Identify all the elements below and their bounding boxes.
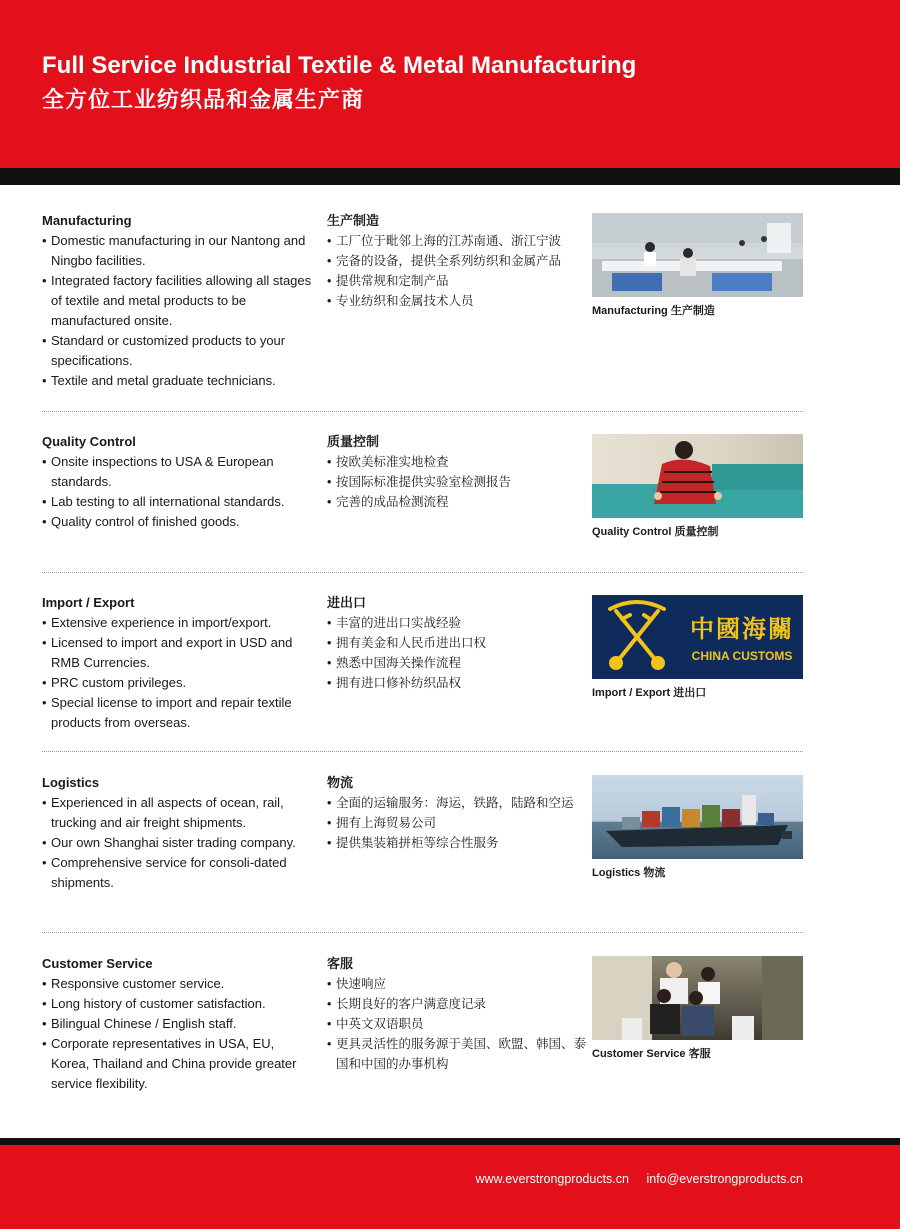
section-cn-column xyxy=(327,773,589,853)
bullet-list-cn xyxy=(327,793,589,853)
list-item: • 长期良好的客户满意度记录 xyxy=(327,994,589,1014)
list-item: • PRC custom privileges. xyxy=(42,673,312,693)
list-item: • Corporate representatives in USA, EU, Korea, Thailand and China provide greater service flexibility. xyxy=(42,1034,312,1094)
section-en-column xyxy=(42,954,312,1094)
section-divider xyxy=(42,411,803,412)
section-title-cn: 进出口 xyxy=(327,595,367,610)
bullet-list-cn xyxy=(327,974,589,1074)
list-item: • 全面的运输服务：海运，铁路，陆路和空运 xyxy=(327,793,589,813)
section-en-column xyxy=(42,211,312,391)
section-divider xyxy=(42,572,803,573)
list-item: • Our own Shanghai sister trading company. xyxy=(42,833,312,853)
list-item: • Comprehensive service for consoli-dated shipments. xyxy=(42,853,312,893)
image-caption: Customer Service 客服 xyxy=(592,1048,711,1060)
list-item: • 提供常规和定制产品 xyxy=(327,271,589,291)
section-title-en: Logistics xyxy=(42,775,100,790)
section-title-en: Manufacturing xyxy=(42,213,132,228)
section-en-column xyxy=(42,773,312,893)
list-item: • 拥有进口修补纺织品权 xyxy=(327,673,589,693)
list-item: • 拥有上海贸易公司 xyxy=(327,813,589,833)
header-black-band xyxy=(0,168,900,185)
factory-photo xyxy=(592,213,803,297)
bullet-list-en xyxy=(42,613,312,733)
section-en-column xyxy=(42,593,312,733)
section-image-column xyxy=(592,956,803,1061)
section-cn-column xyxy=(327,593,589,693)
list-item: • Textile and metal graduate technicians. xyxy=(42,371,312,391)
customs-logo-cn: 中國海關 xyxy=(690,614,794,643)
bullet-list-en xyxy=(42,793,312,893)
page-title-en: Full Service Industrial Textile & Metal Manufacturing xyxy=(42,52,637,79)
bullet-list-cn xyxy=(327,613,589,693)
section-divider xyxy=(42,751,803,752)
list-item: • 快速响应 xyxy=(327,974,589,994)
footer-black-band xyxy=(0,1138,900,1145)
list-item: • 提供集装箱拼柜等综合性服务 xyxy=(327,833,589,853)
bullet-list-cn xyxy=(327,452,589,512)
list-item: • 专业纺织和金属技术人员 xyxy=(327,291,589,311)
list-item: • 拥有美金和人民币进出口权 xyxy=(327,633,589,653)
section-title-en: Import / Export xyxy=(42,595,135,610)
china-customs-logo xyxy=(592,595,803,679)
list-item: • Standard or customized products to your specifications. xyxy=(42,331,312,371)
list-item: • Quality control of finished goods. xyxy=(42,512,312,532)
list-item: • Experienced in all aspects of ocean, rail, trucking and air freight shipments. xyxy=(42,793,312,833)
section-image-column xyxy=(592,595,803,700)
bullet-list-cn xyxy=(327,231,589,311)
website-link[interactable]: www.everstrongproducts.cn xyxy=(475,1172,629,1186)
section-cn-column xyxy=(327,432,589,512)
section-title-cn: 物流 xyxy=(327,775,354,790)
list-item: • 熟悉中国海关操作流程 xyxy=(327,653,589,673)
email-link[interactable]: info@everstrongproducts.cn xyxy=(646,1172,803,1186)
footer-contact xyxy=(461,1172,803,1186)
image-caption: Manufacturing 生产制造 xyxy=(592,305,715,317)
section-image-column xyxy=(592,775,803,880)
list-item: • 丰富的进出口实战经验 xyxy=(327,613,589,633)
list-item: • Extensive experience in import/export. xyxy=(42,613,312,633)
list-item: • 完善的成品检测流程 xyxy=(327,492,589,512)
list-item: • Responsive customer service. xyxy=(42,974,312,994)
footer-banner xyxy=(0,1145,900,1229)
list-item: • Long history of customer satisfaction. xyxy=(42,994,312,1014)
team-photo xyxy=(592,956,803,1040)
page-title-cn: 全方位工业纺织品和金属生产商 xyxy=(42,87,365,113)
image-caption: Quality Control 质量控制 xyxy=(592,526,719,538)
section-cn-column xyxy=(327,954,589,1074)
section-image-column xyxy=(592,434,803,539)
list-item: • Special license to import and repair textile products from overseas. xyxy=(42,693,312,733)
section-cn-column xyxy=(327,211,589,311)
list-item: • Licensed to import and export in USD and RMB Currencies. xyxy=(42,633,312,673)
section-image-column xyxy=(592,213,803,318)
inspection-photo xyxy=(592,434,803,518)
list-item: • Lab testing to all international standards. xyxy=(42,492,312,512)
list-item: • Integrated factory facilities allowing all stages of textile and metal products to be manufactured onsite. xyxy=(42,271,312,331)
list-item: • 按欧美标准实地检查 xyxy=(327,452,589,472)
bullet-list-en xyxy=(42,231,312,391)
bullet-list-en xyxy=(42,974,312,1094)
header-banner xyxy=(0,0,900,168)
section-title-cn: 质量控制 xyxy=(327,434,380,449)
list-item: • Domestic manufacturing in our Nantong and Ningbo facilities. xyxy=(42,231,312,271)
section-title-en: Customer Service xyxy=(42,956,153,971)
section-title-en: Quality Control xyxy=(42,434,136,449)
section-title-cn: 生产制造 xyxy=(327,213,380,228)
image-caption: Import / Export 进出口 xyxy=(592,687,707,699)
list-item: • Bilingual Chinese / English staff. xyxy=(42,1014,312,1034)
customs-logo-en: CHINA CUSTOMS xyxy=(691,649,793,663)
list-item: • 更具灵活性的服务源于美国、欧盟、韩国、泰国和中国的办事机构 xyxy=(327,1034,589,1074)
bullet-list-en xyxy=(42,452,312,532)
section-title-cn: 客服 xyxy=(327,956,354,971)
section-en-column xyxy=(42,432,312,532)
list-item: • Onsite inspections to USA & European standards. xyxy=(42,452,312,492)
list-item: • 完备的设备，提供全系列纺织和金属产品 xyxy=(327,251,589,271)
list-item: • 工厂位于毗邻上海的江苏南通、浙江宁波 xyxy=(327,231,589,251)
section-divider xyxy=(42,932,803,933)
container-ship-photo xyxy=(592,775,803,859)
list-item: • 按国际标准提供实验室检测报告 xyxy=(327,472,589,492)
list-item: • 中英文双语职员 xyxy=(327,1014,589,1034)
image-caption: Logistics 物流 xyxy=(592,867,666,879)
